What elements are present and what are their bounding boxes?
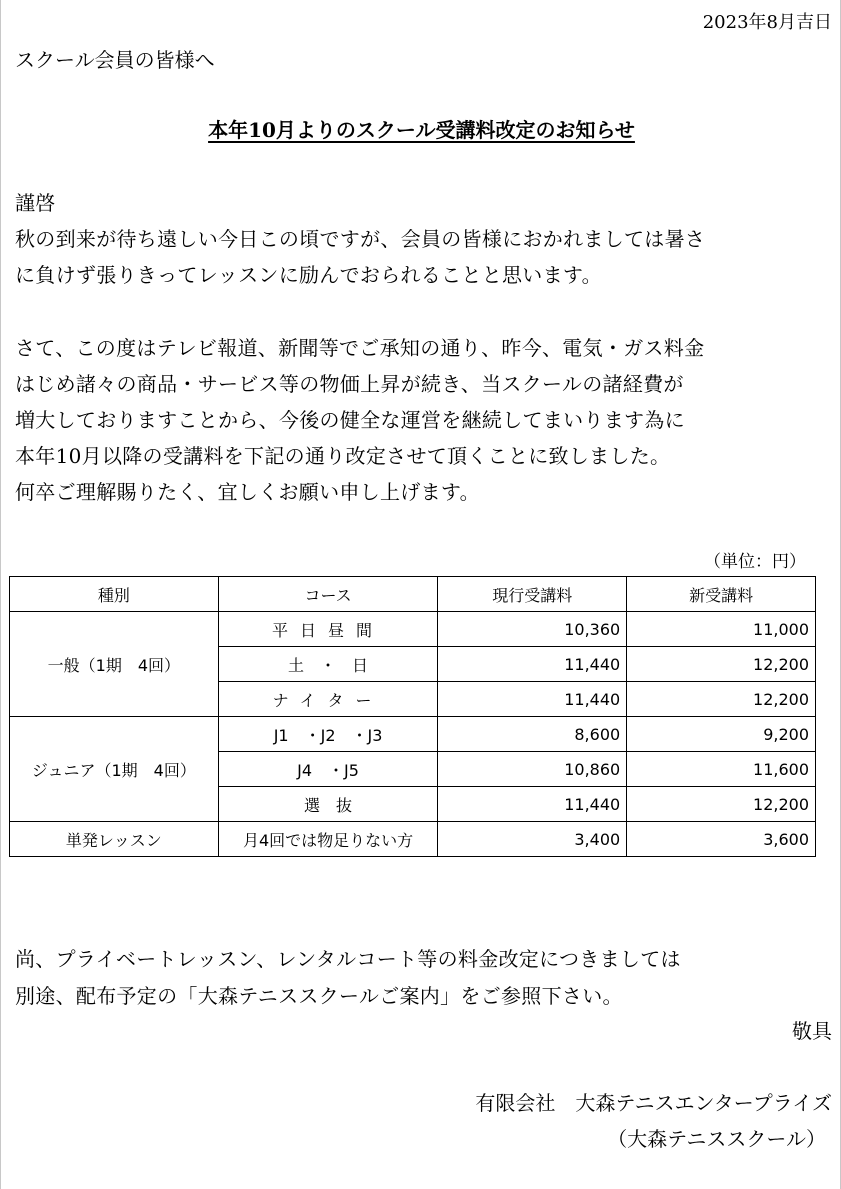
current-fee-cell: 11,440 [438, 682, 627, 717]
category-cell: 単発レッスン [10, 822, 219, 857]
notice-title-text: 本年10月よりのスクール受講料改定のお知らせ [208, 118, 635, 142]
paragraph1-line: に負けず張りきってレッスンに励んでおられることと思います。 [15, 263, 602, 287]
new-fee-cell: 12,200 [627, 647, 816, 682]
header-category: 種別 [10, 577, 219, 612]
unit-label: （単位：円） [704, 552, 806, 572]
company-name: 有限会社 大森テニスエンタープライズ [475, 1091, 832, 1115]
current-fee-cell: 8,600 [438, 717, 627, 752]
notice-title [1, 114, 841, 143]
table-row [10, 822, 816, 857]
new-fee-cell: 12,200 [627, 682, 816, 717]
new-fee-cell: 9,200 [627, 717, 816, 752]
course-cell: J1 ・J2 ・J3 [218, 717, 438, 752]
issue-date: 2023年8月吉日 [702, 12, 832, 33]
category-cell: 一般（1期 4回） [10, 612, 219, 717]
course-cell: ナイター [218, 682, 438, 717]
course-cell: 選 抜 [218, 787, 438, 822]
course-cell: J4 ・J5 [218, 752, 438, 787]
paragraph2-line: さて、この度はテレビ報道、新聞等でご承知の通り、昨今、電気・ガス料金 [15, 336, 705, 360]
current-fee-cell: 10,860 [438, 752, 627, 787]
header-current-fee: 現行受講料 [438, 577, 627, 612]
new-fee-cell: 3,600 [627, 822, 816, 857]
addressee: スクール会員の皆様へ [15, 48, 215, 72]
new-fee-cell: 12,200 [627, 787, 816, 822]
header-course: コース [218, 577, 438, 612]
greeting: 謹啓 [15, 191, 56, 215]
course-cell: 平日昼間 [218, 612, 438, 647]
course-cell: 月4回では物足りない方 [218, 822, 438, 857]
current-fee-cell: 10,360 [438, 612, 627, 647]
paragraph3-line: 別途、配布予定の「大森テニススクールご案内」をご参照下さい。 [15, 984, 623, 1008]
paragraph2-line: 本年10月以降の受講料を下記の通り改定させて頂くことに致しました。 [15, 444, 671, 468]
closing-phrase: 敬具 [792, 1019, 832, 1043]
new-fee-cell: 11,600 [627, 752, 816, 787]
paragraph2-line: 何卒ご理解賜りたく、宜しくお願い申し上げます。 [15, 480, 480, 504]
school-name: （大森テニススクール） [607, 1127, 826, 1151]
course-cell: 土 ・ 日 [218, 647, 438, 682]
paragraph2-line: 増大しておりますことから、今後の健全な運営を継続してまいります為に [15, 408, 685, 432]
fee-table [9, 576, 816, 857]
header-new-fee: 新受講料 [627, 577, 816, 612]
table-header-row [10, 577, 816, 612]
paragraph1-line: 秋の到来が待ち遠しい今日この頃ですが、会員の皆様におかれましては暑さ [15, 227, 706, 251]
paragraph2-line: はじめ諸々の商品・サービス等の物価上昇が続き、当スクールの諸経費が [15, 372, 684, 396]
paragraph3-line: 尚、プライベートレッスン、レンタルコート等の料金改定につきましては [15, 947, 681, 971]
current-fee-cell: 11,440 [438, 647, 627, 682]
current-fee-cell: 11,440 [438, 787, 627, 822]
new-fee-cell: 11,000 [627, 612, 816, 647]
table-row [10, 717, 816, 752]
table-row [10, 612, 816, 647]
category-cell: ジュニア（1期 4回） [10, 717, 219, 822]
current-fee-cell: 3,400 [438, 822, 627, 857]
